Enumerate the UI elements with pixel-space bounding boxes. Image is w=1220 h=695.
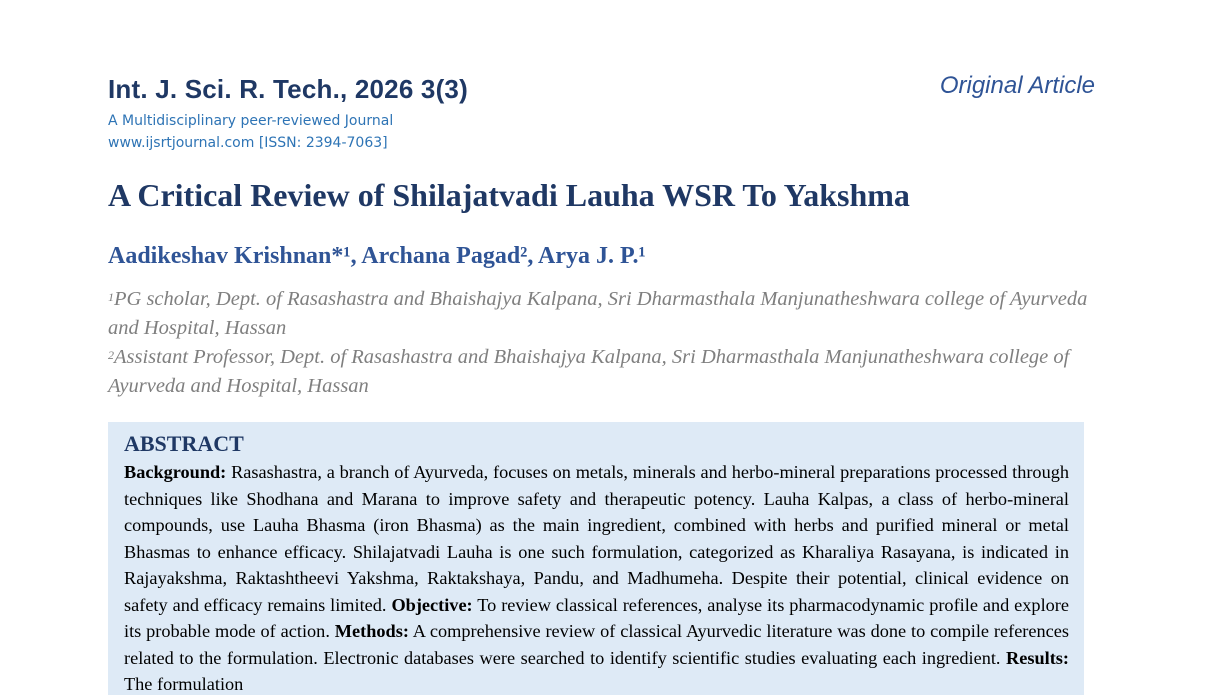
methods-text: A comprehensive review of classical Ayurvedic literature was done to compile references related to the formulation. Electronic databases were searched to identify scientific studies evaluating each ingredient. <box>124 621 1069 668</box>
article-type-label: Original Article <box>939 72 1095 99</box>
background-text: Rasashastra, a branch of Ayurveda, focuses on metals, minerals and herbo-mineral preparations processed through techniques like Shodhana and Marana to improve safety and therapeutic potency. Lauha Kalpas, a class of herbo-mineral compounds, use Lauha Bhasma (iron Bhasma) as the main ingredient, combined with herbs and purified mineral or metal Bhasmas to enhance efficacy. Shilajatvadi Lauha is one such formulation, categorized as Kharaliya Rasayana, is indicated in Rajayakshma, Raktashtheevi Yakshma, Raktakshaya, Pandu, and Madhumeha. Despite their potential, clinical evidence on safety and efficacy remains limited. <box>124 462 1069 615</box>
journal-subtitle: A Multidisciplinary peer-reviewed Journal <box>108 113 394 129</box>
affiliation-2-text: Assistant Professor, Dept. of Rasashastra and Bhaishajya Kalpana, Sri Dharmasthala Manjunatheshwara college of Ayurveda and Hospital, Hassan <box>108 346 1070 397</box>
methods-label: Methods: <box>334 621 409 641</box>
affiliation-1-text: PG scholar, Dept. of Rasashastra and Bhaishajya Kalpana, Sri Dharmasthala Manjunatheshwara college of Ayurveda and Hospital, Hassan <box>108 288 1088 339</box>
paper-title: A Critical Review of Shilajatvadi Lauha WSR To Yakshma <box>108 177 910 213</box>
results-text: The formulation <box>124 674 244 694</box>
results-label: Results: <box>1006 647 1069 668</box>
author-list: Aadikeshav Krishnan*¹, Archana Pagad², Arya J. P.¹ <box>108 243 646 269</box>
affiliation-2-marker: 2 <box>108 348 114 362</box>
objective-text: To review classical references, analyse its pharmacodynamic profile and explore its probable mode of action. <box>124 594 1069 641</box>
abstract-heading: ABSTRACT <box>124 431 244 456</box>
affiliation-1-marker: 1 <box>108 290 114 304</box>
abstract-section <box>108 422 1084 695</box>
affiliation-1 <box>108 285 1098 343</box>
abstract-body <box>124 459 1069 695</box>
affiliation-2 <box>108 343 1098 401</box>
journal-url: www.ijsrtjournal.com [ISSN: 2394-7063] <box>108 135 388 151</box>
objective-label: Objective: <box>391 594 473 615</box>
background-label: Background: <box>124 462 227 482</box>
journal-title: Int. J. Sci. R. Tech., 2026 3(3) <box>108 74 468 104</box>
